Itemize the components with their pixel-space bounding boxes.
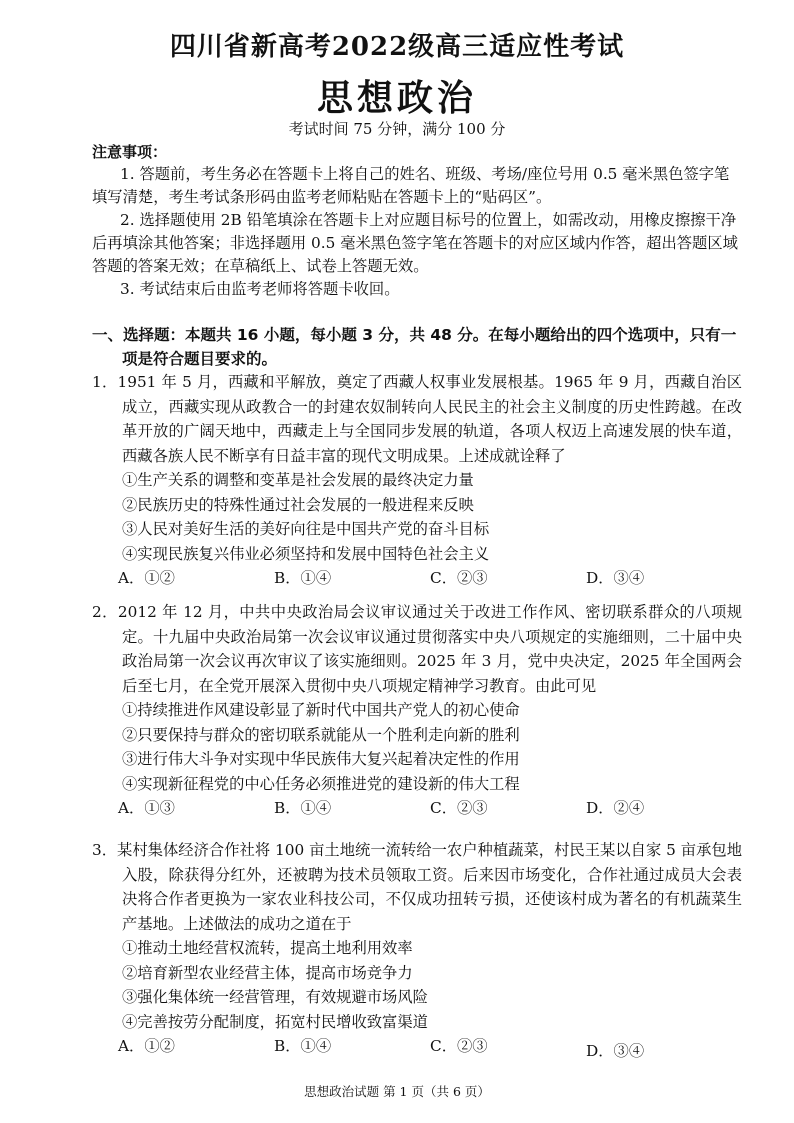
choice-c: C．②③	[430, 569, 488, 587]
exam-info: 考试时间 75 分钟，满分 100 分	[288, 120, 506, 138]
question-2	[92, 600, 742, 821]
choice-b: B．①④	[274, 569, 332, 587]
question-stem: 2．2012 年 12 月，中共中央政治局会议审议通过关于改进工作作风、密切联系群众的八项规定。十九届中央政治局第一次会议审议通过贯彻落实中央八项规定的实施细则，二十届中央政治局第一次会议再次审议了该实施细则。2025 年 3 月，党中央决定，2025 年全国两会后至七月，在全党开展深入贯彻中央八项规定精神学习教育。由此可见	[92, 603, 742, 695]
choice-c: C．②③	[430, 799, 488, 817]
question-option: ②培育新型农业经营主体，提高市场竞争力	[122, 963, 413, 982]
choice-d: D．②④	[586, 799, 645, 817]
notice-item: 3. 考试结束后由监考老师将答题卡收回。	[120, 280, 400, 298]
section-heading: 一、选择题：本题共 16 小题，每小题 3 分，共 48 分。在每小题给出的四个选项中，只有一项是符合题目要求的。	[92, 326, 737, 368]
answer-choices	[92, 1034, 742, 1059]
question-option: ④实现新征程党的中心任务必须推进党的建设新的伟大工程	[122, 774, 520, 793]
notice-item: 2. 选择题使用 2B 铅笔填涂在答题卡上对应题目标号的位置上，如需改动，用橡皮擦擦干净后再填涂其他答案；非选择题用 0.5 毫米黑色签字笔在答题卡的对应区域内作答，超出答题区域答题的答案无效；在草稿纸上、试卷上答题无效。	[92, 211, 738, 275]
exam-title: 四川省新高考2022级高三适应性考试	[169, 32, 625, 62]
notice-heading: 注意事项：	[92, 143, 168, 161]
question-3	[92, 838, 742, 1059]
question-stem: 1．1951 年 5 月，西藏和平解放，奠定了西藏人权事业发展根基。1965 年 9 月，西藏自治区成立，西藏实现从政教合一的封建农奴制转向人民民主的社会主义制度的历史性跨越。在改革开放的广阔天地中，西藏走上与全国同步发展的轨道，各项人权迈上高速发展的快车道，西藏各族人民不断享有日益丰富的现代文明成果。上述成就诠释了	[92, 373, 742, 465]
question-option: ②民族历史的特殊性通过社会发展的一般进程来反映	[122, 495, 474, 514]
choice-a: A．①②	[118, 569, 175, 587]
question-1	[92, 370, 742, 591]
question-option: ④实现民族复兴伟业必须坚持和发展中国特色社会主义	[122, 544, 490, 563]
question-option: ③进行伟大斗争对实现中华民族伟大复兴起着决定性的作用	[122, 750, 520, 768]
question-option: ④完善按劳分配制度，拓宽村民增收致富渠道	[122, 1012, 428, 1031]
question-option: ③人民对美好生活的美好向往是中国共产党的奋斗目标	[122, 520, 490, 538]
choice-a: A．①②	[118, 1037, 175, 1055]
choice-d: D．③④	[586, 1042, 645, 1060]
answer-choices	[92, 566, 742, 591]
answer-choices	[92, 796, 742, 821]
question-option: ①持续推进作风建设彰显了新时代中国共产党人的初心使命	[122, 701, 520, 719]
choice-a: A．①③	[118, 799, 175, 817]
question-option: ③强化集体统一经营管理，有效规避市场风险	[122, 988, 428, 1006]
choice-c: C．②③	[430, 1037, 488, 1055]
choice-d: D．③④	[586, 569, 645, 587]
question-option: ②只要保持与群众的密切联系就能从一个胜利走向新的胜利	[122, 725, 520, 744]
page-footer: 思想政治试题 第 1 页（共 6 页）	[304, 1084, 490, 1099]
subject-title: 思想政治	[316, 78, 477, 119]
notice-item: 1. 答题前，考生务必在答题卡上将自己的姓名、班级、考场/座位号用 0.5 毫米黑色签字笔填写清楚，考生考试条形码由监考老师粘贴在答题卡上的“贴码区”。	[92, 165, 730, 206]
question-stem: 3．某村集体经济合作社将 100 亩土地统一流转给一农户种植蔬菜，村民王某以自家 5 亩承包地入股，除获得分红外，还被聘为技术员领取工资。后来因市场变化，合作社通过成员大会表决将合作者更换为一家农业科技公司，不仅成功扭转亏损，还使该村成为著名的有机蔬菜生产基地。上述做法的成功之道在于	[92, 841, 742, 933]
question-option: ①生产关系的调整和变革是社会发展的最终决定力量	[122, 471, 474, 489]
choice-b: B．①④	[274, 799, 332, 817]
question-option: ①推动土地经营权流转，提高土地利用效率	[122, 939, 413, 957]
notice-list	[92, 163, 742, 301]
choice-b: B．①④	[274, 1037, 332, 1055]
